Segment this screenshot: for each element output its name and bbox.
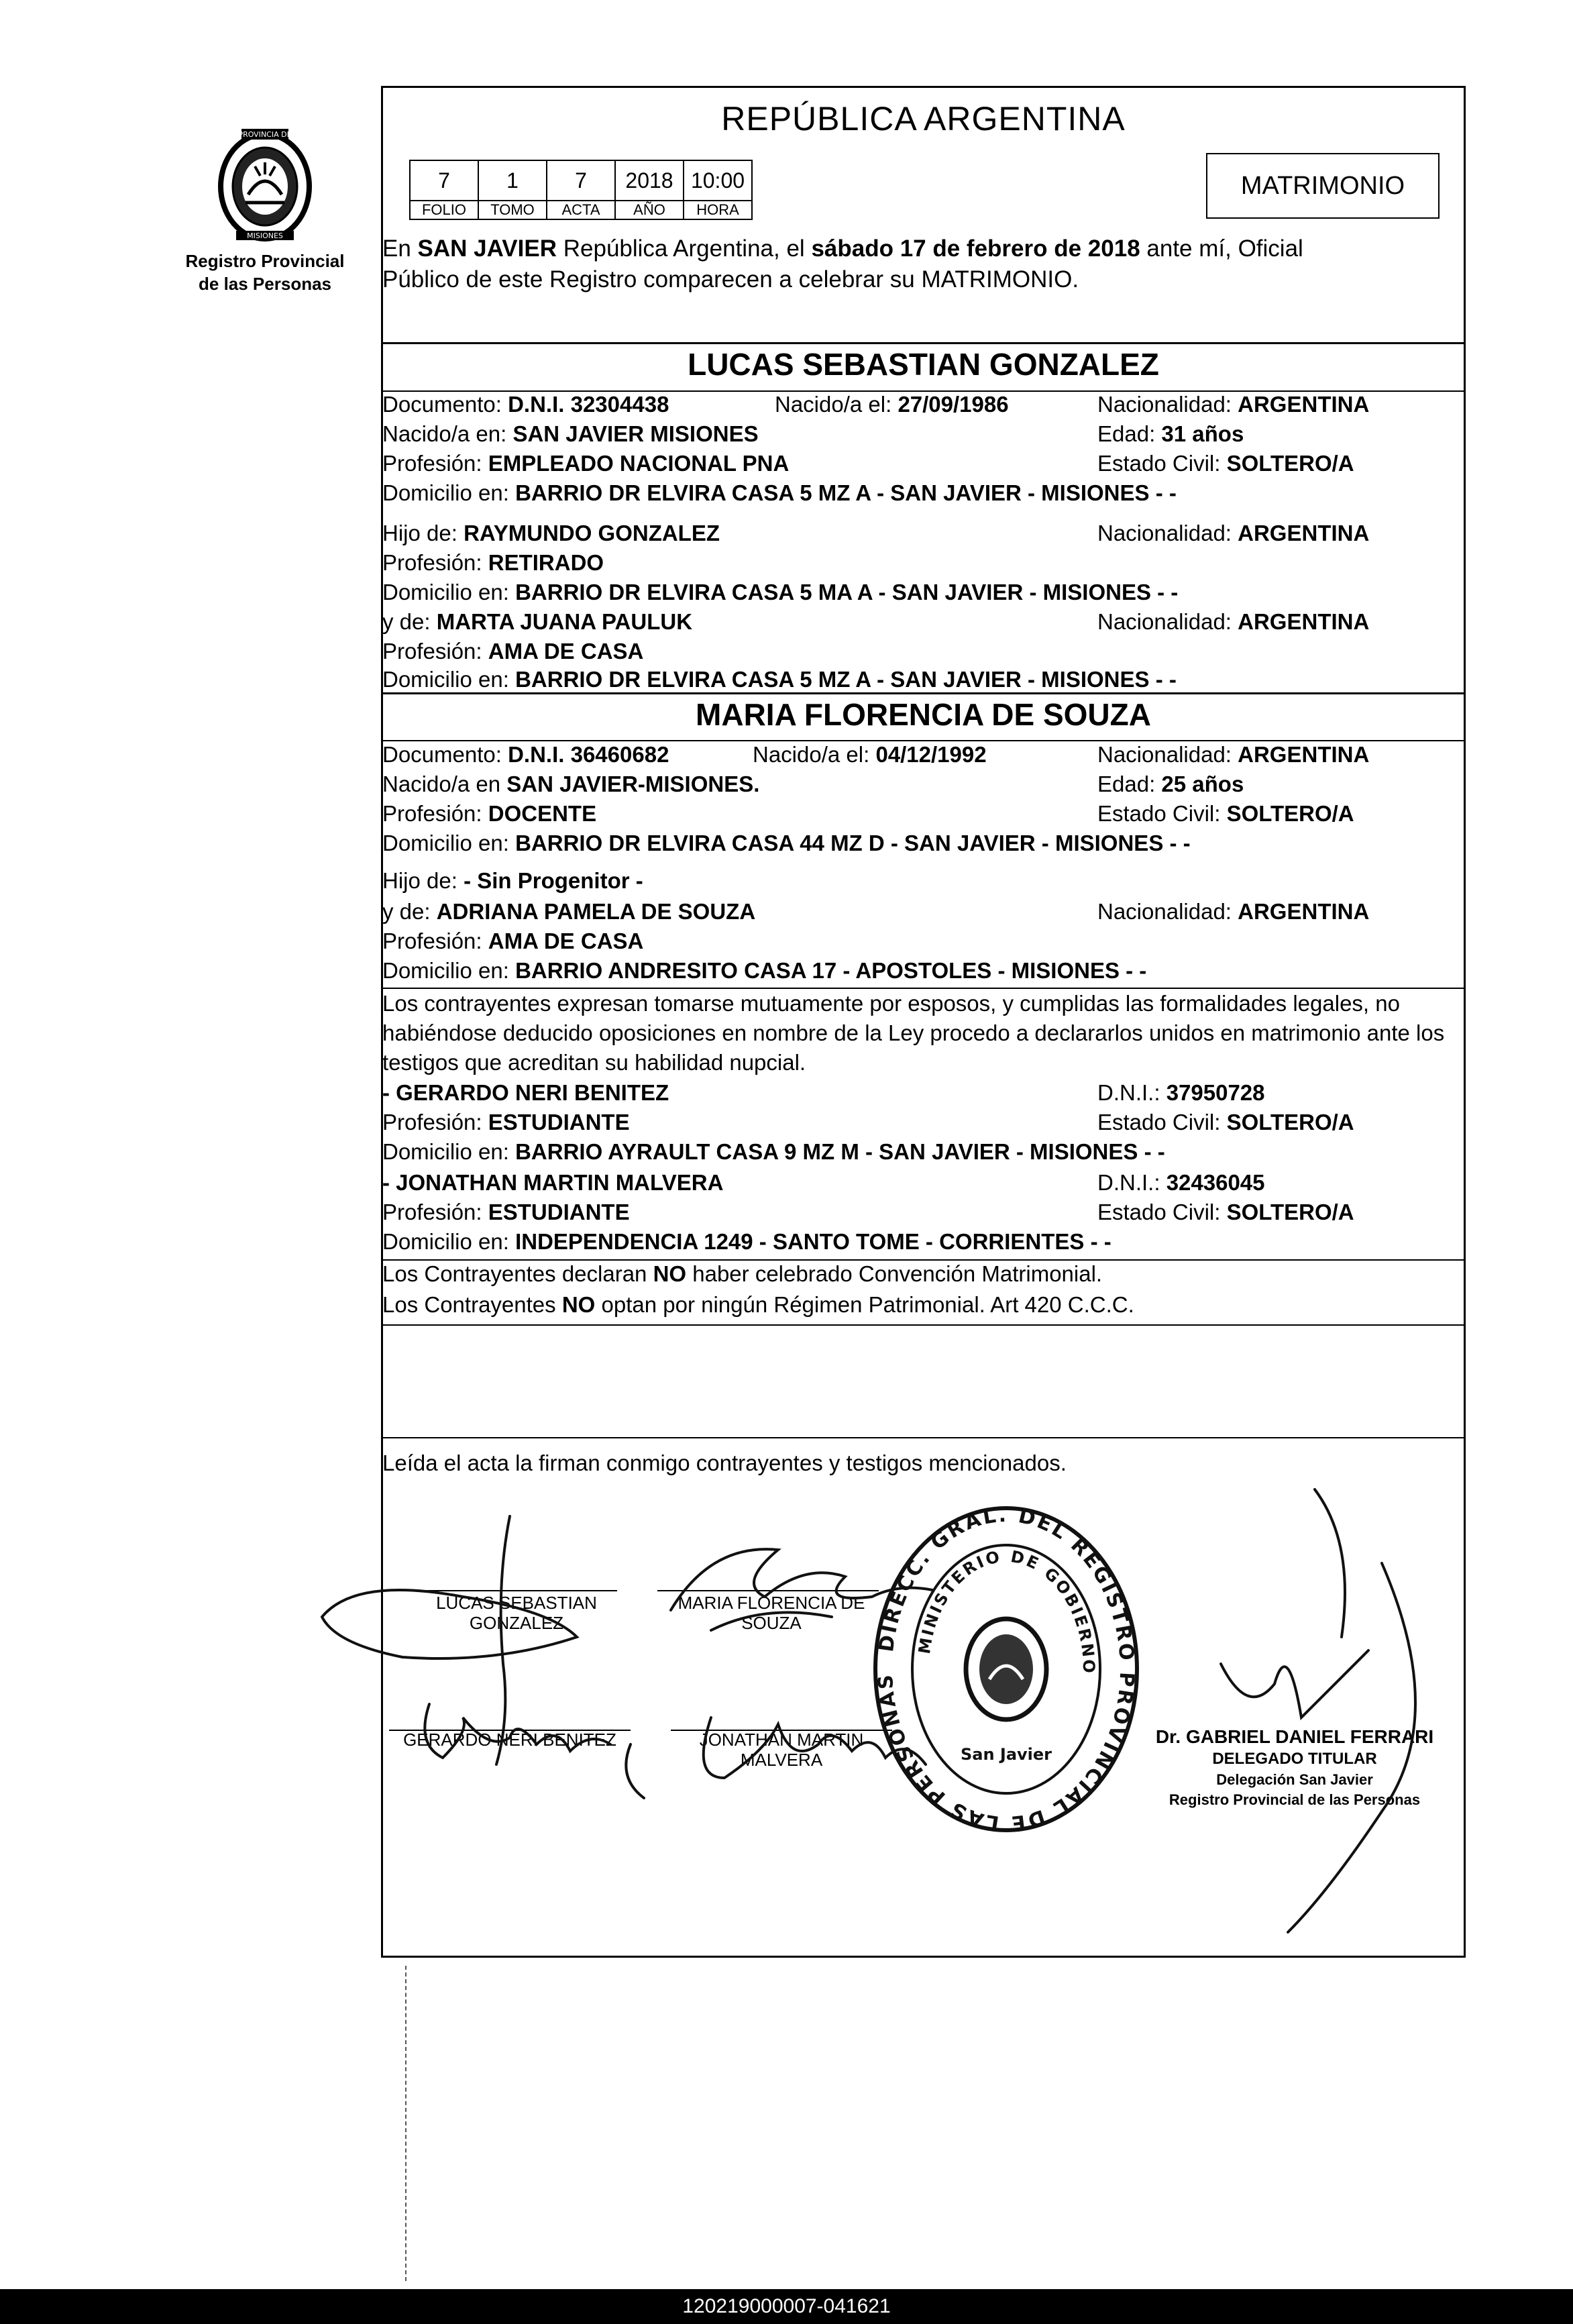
svg-text:MISIONES: MISIONES [247, 231, 283, 240]
groom-age: Edad: 31 años [1097, 421, 1244, 446]
bride-address: Domicilio en: BARRIO DR ELVIRA CASA 44 MZ D - SAN JAVIER - MISIONES - - [382, 831, 1191, 855]
groom-civil-status: Estado Civil: SOLTERO/A [1097, 451, 1354, 476]
divider [381, 342, 1466, 344]
year-value: 2018 [615, 160, 684, 201]
bride-name: MARIA FLORENCIA DE SOUZA [696, 697, 1151, 732]
declaration-text: Los contrayentes expresan tomarse mutuamente por esposos, y cumplidas las formalidades legales, no habiéndose deducido oposiciones en nombre de la Ley procedo a declararlos unidos en matrimonio ante los testigos que acreditan su habilidad nupcial. [382, 991, 1445, 1075]
svg-text:DIRECC. GRAL. DEL REGISTRO PRO: DIRECC. GRAL. DEL REGISTRO PROVINCIAL DE LAS PERSONAS [873, 1503, 1139, 1836]
bride-mother-address: Domicilio en: BARRIO ANDRESITO CASA 17 - APOSTOLES - MISIONES - - [382, 958, 1147, 983]
bride-signature-name: MARIA FLORENCIA DE SOUZA [677, 1593, 865, 1633]
groom-born-in: Nacido/a en: SAN JAVIER MISIONES [382, 421, 759, 446]
registry-seal [865, 1501, 1147, 1837]
svg-text:San Javier: San Javier [960, 1745, 1052, 1764]
witness1-dni: D.N.I.: 37950728 [1097, 1080, 1265, 1105]
margin-mark [405, 1966, 406, 2281]
intro-line-2: Público de este Registro comparecen a celebrar su MATRIMONIO. [382, 266, 1079, 293]
groom-address: Domicilio en: BARRIO DR ELVIRA CASA 5 MZ A - SAN JAVIER - MISIONES - - [382, 480, 1177, 505]
witness2-dni: D.N.I.: 32436045 [1097, 1170, 1265, 1195]
acta-label: ACTA [547, 201, 615, 219]
acta-value: 7 [547, 160, 615, 201]
divider [381, 1437, 1466, 1438]
folio-grid [409, 160, 753, 220]
document-barcode-number: 120219000007-041621 [0, 2289, 1573, 2324]
witness2-civil-status: Estado Civil: SOLTERO/A [1097, 1200, 1354, 1224]
folio-label: FOLIO [410, 201, 478, 219]
groom-mother-nationality: Nacionalidad: ARGENTINA [1097, 609, 1370, 634]
witness1-civil-status: Estado Civil: SOLTERO/A [1097, 1110, 1354, 1134]
groom-nationality: Nacionalidad: ARGENTINA [1097, 392, 1370, 417]
tomo-label: TOMO [478, 201, 547, 219]
regime-statement: Los Contrayentes NO optan por ningún Régimen Patrimonial. Art 420 C.C.C. [382, 1292, 1134, 1317]
folio-value: 7 [410, 160, 478, 201]
hour-label: HORA [684, 201, 752, 219]
groom-mother-profession: Profesión: AMA DE CASA [382, 639, 644, 664]
bride-profession: Profesión: DOCENTE [382, 801, 597, 826]
hour-value: 10:00 [684, 160, 752, 201]
year-label: AÑO [615, 201, 684, 219]
bride-mother-profession: Profesión: AMA DE CASA [382, 929, 644, 953]
officer-signature-block: Dr. GABRIEL DANIEL FERRARI DELEGADO TITULAR Delegación San Javier Registro Provincial de las Personas [1155, 1726, 1434, 1808]
groom-signature-name: LUCAS SEBASTIAN GONZALEZ [436, 1593, 597, 1633]
groom-born-on: Nacido/a el: 27/09/1986 [775, 392, 1009, 417]
groom-profession: Profesión: EMPLEADO NACIONAL PNA [382, 451, 790, 476]
groom-mother-address: Domicilio en: BARRIO DR ELVIRA CASA 5 MZ A - SAN JAVIER - MISIONES - - [382, 667, 1177, 692]
groom-name: LUCAS SEBASTIAN GONZALEZ [688, 347, 1159, 382]
bride-nationality: Nacionalidad: ARGENTINA [1097, 742, 1370, 767]
provincial-shield-icon [201, 121, 329, 248]
groom-document: Documento: D.N.I. 32304438 [382, 392, 669, 417]
witness1-signature-name: GERARDO NERI BENITEZ [403, 1730, 616, 1750]
divider [381, 1324, 1466, 1326]
logo-caption-line2: de las Personas [199, 274, 331, 294]
bride-document: Documento: D.N.I. 36460682 [382, 742, 669, 767]
witness2-profession: Profesión: ESTUDIANTE [382, 1200, 630, 1224]
groom-father-address: Domicilio en: BARRIO DR ELVIRA CASA 5 MA A - SAN JAVIER - MISIONES - - [382, 580, 1179, 604]
groom-father-nationality: Nacionalidad: ARGENTINA [1097, 521, 1370, 545]
witness1-address: Domicilio en: BARRIO AYRAULT CASA 9 MZ M - SAN JAVIER - MISIONES - - [382, 1139, 1165, 1164]
bride-mother: y de: ADRIANA PAMELA DE SOUZA [382, 899, 756, 924]
groom-father-profession: Profesión: RETIRADO [382, 550, 604, 575]
witness1-profession: Profesión: ESTUDIANTE [382, 1110, 630, 1134]
bride-born-on: Nacido/a el: 04/12/1992 [753, 742, 987, 767]
groom-father: Hijo de: RAYMUNDO GONZALEZ [382, 521, 720, 545]
bride-born-in: Nacido/a en SAN JAVIER-MISIONES. [382, 772, 760, 796]
tomo-value: 1 [478, 160, 547, 201]
registry-logo [181, 121, 349, 294]
acta-type-box: MATRIMONIO [1206, 153, 1440, 219]
closing-text: Leída el acta la firman conmigo contrayentes y testigos mencionados. [382, 1450, 1067, 1475]
witness1-name: - GERARDO NERI BENITEZ [382, 1080, 669, 1105]
document-title: REPÚBLICA ARGENTINA [721, 100, 1126, 138]
svg-text:MINISTERIO DE GOBIERNO: MINISTERIO DE GOBIERNO [914, 1546, 1099, 1675]
groom-mother: y de: MARTA JUANA PAULUK [382, 609, 693, 634]
intro-line-1: En SAN JAVIER República Argentina, el sábado 17 de febrero de 2018 ante mí, Oficial [382, 235, 1303, 262]
svg-text:PROVINCIA DE: PROVINCIA DE [238, 130, 292, 139]
bride-mother-nationality: Nacionalidad: ARGENTINA [1097, 899, 1370, 924]
witness2-signature-name: JONATHAN MARTIN MALVERA [699, 1730, 864, 1770]
convention-statement: Los Contrayentes declaran NO haber celebrado Convención Matrimonial. [382, 1261, 1103, 1286]
bride-civil-status: Estado Civil: SOLTERO/A [1097, 801, 1354, 826]
bride-age: Edad: 25 años [1097, 772, 1244, 796]
witness2-address: Domicilio en: INDEPENDENCIA 1249 - SANTO TOME - CORRIENTES - - [382, 1229, 1111, 1254]
bride-father: Hijo de: - Sin Progenitor - [382, 868, 643, 893]
witness2-name: - JONATHAN MARTIN MALVERA [382, 1170, 724, 1195]
logo-caption-line1: Registro Provincial [185, 251, 345, 271]
